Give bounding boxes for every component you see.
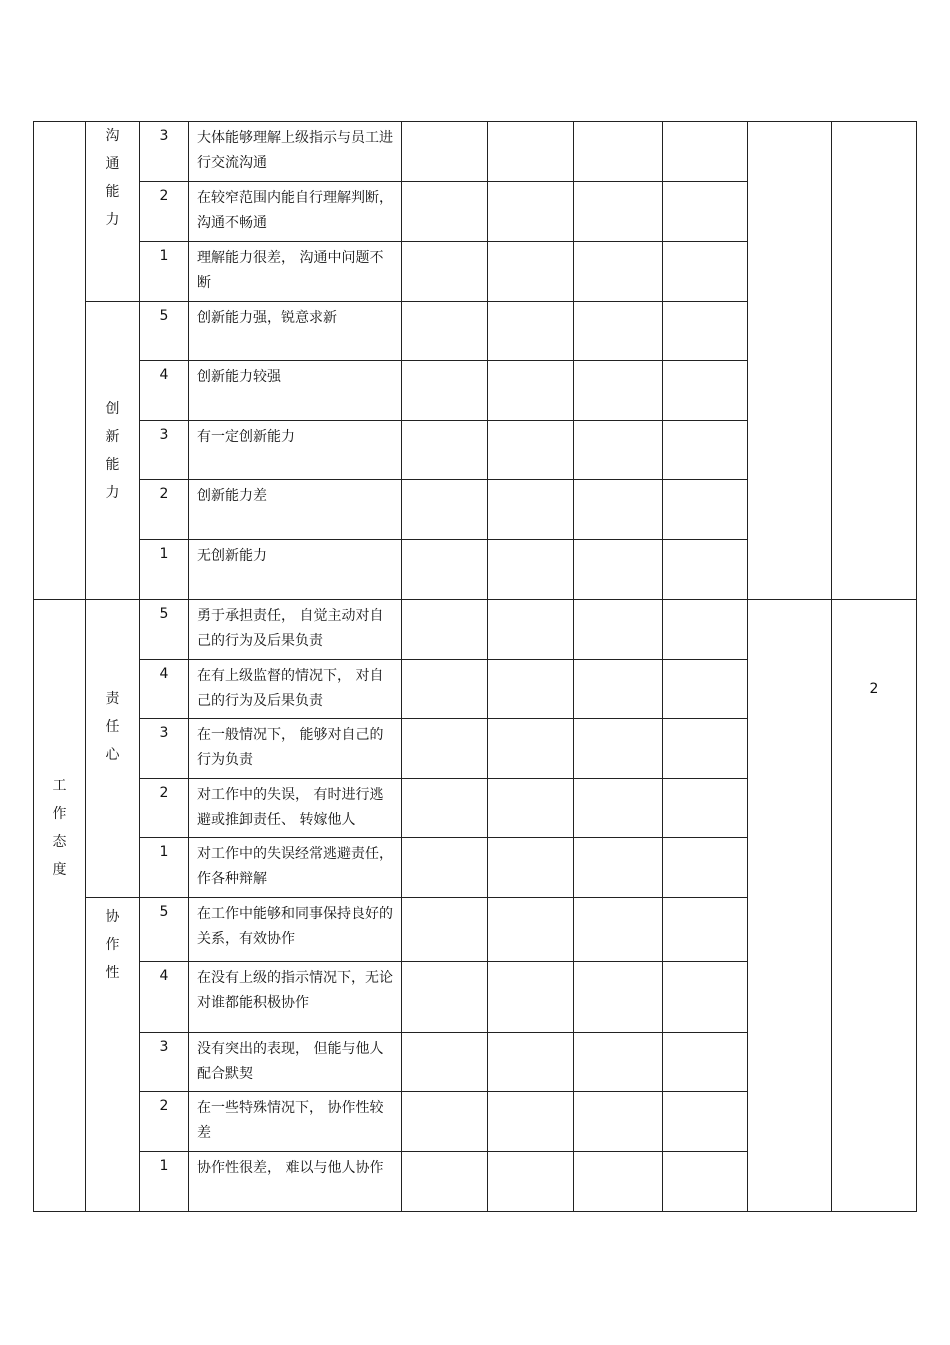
description-cell (189, 660, 402, 719)
rating-cell (574, 480, 663, 540)
rating-cell (488, 361, 574, 421)
rating-cell (574, 719, 663, 779)
score-cell (140, 1033, 189, 1092)
description-text: 创新能力强，锐意求新 (197, 310, 337, 326)
description-cell (189, 242, 402, 302)
rating-cell (574, 838, 663, 898)
rating-cell (663, 779, 748, 838)
description-text: 在有上级监督的情况下， 对自己的行为及后果负责 (197, 668, 384, 709)
score-cell (140, 421, 189, 480)
description-text: 对工作中的失误， 有时进行逃避或推卸责任、 转嫁他人 (197, 787, 384, 828)
evaluation-table (33, 121, 917, 1212)
subcategory-cell (86, 122, 140, 302)
score-value: 1 (159, 1158, 169, 1174)
rating-cell (663, 1033, 748, 1092)
table-row (34, 600, 917, 660)
category-label: 工作态度 (52, 777, 67, 878)
score-cell (140, 600, 189, 660)
rating-cell (663, 540, 748, 600)
rating-cell (574, 242, 663, 302)
rating-cell (574, 182, 663, 242)
score-value: 1 (159, 248, 169, 264)
merged-blank-cell (748, 122, 832, 600)
description-cell (189, 1092, 402, 1152)
rating-cell (663, 898, 748, 962)
description-cell (189, 779, 402, 838)
rating-cell (488, 898, 574, 962)
rating-cell (574, 1152, 663, 1212)
table-row (34, 122, 917, 182)
weight-cell-empty (832, 122, 917, 600)
rating-cell (402, 962, 488, 1033)
description-cell (189, 838, 402, 898)
rating-cell (402, 1152, 488, 1212)
score-value: 2 (159, 785, 169, 801)
score-value: 4 (159, 968, 169, 984)
rating-cell (488, 540, 574, 600)
rating-cell (574, 1033, 663, 1092)
rating-cell (663, 122, 748, 182)
score-cell (140, 540, 189, 600)
score-value: 2 (159, 188, 169, 204)
rating-cell (574, 1092, 663, 1152)
rating-cell (488, 122, 574, 182)
description-text: 在较窄范围内能自行理解判断，沟通不畅通 (197, 190, 393, 231)
description-text: 对工作中的失误经常逃避责任，作各种辩解 (197, 846, 393, 887)
description-cell (189, 540, 402, 600)
subcategory-cell (86, 600, 140, 898)
description-cell (189, 302, 402, 361)
score-value: 5 (159, 308, 169, 324)
rating-cell (402, 600, 488, 660)
merged-blank-cell (748, 600, 832, 1212)
rating-cell (663, 361, 748, 421)
rating-cell (488, 660, 574, 719)
rating-cell (488, 962, 574, 1033)
score-value: 3 (159, 427, 169, 443)
weight-cell (832, 600, 917, 1212)
score-value: 1 (159, 844, 169, 860)
score-cell (140, 660, 189, 719)
score-value: 3 (159, 1039, 169, 1055)
rating-cell (663, 600, 748, 660)
description-text: 在一般情况下， 能够对自己的行为负责 (197, 727, 384, 768)
rating-cell (402, 361, 488, 421)
rating-cell (402, 302, 488, 361)
description-text: 没有突出的表现， 但能与他人配合默契 (197, 1041, 384, 1082)
description-cell (189, 480, 402, 540)
description-text: 创新能力差 (197, 488, 267, 504)
rating-cell (574, 302, 663, 361)
score-cell (140, 361, 189, 421)
score-cell (140, 779, 189, 838)
score-cell (140, 1092, 189, 1152)
score-value: 4 (159, 367, 169, 383)
score-value: 1 (159, 546, 169, 562)
description-text: 有一定创新能力 (197, 429, 295, 445)
rating-cell (663, 302, 748, 361)
subcategory-cell (86, 898, 140, 1212)
description-text: 在工作中能够和同事保持良好的关系，有效协作 (197, 906, 393, 947)
description-cell (189, 898, 402, 962)
score-cell (140, 302, 189, 361)
rating-cell (663, 242, 748, 302)
rating-cell (663, 1092, 748, 1152)
rating-cell (663, 421, 748, 480)
rating-cell (574, 660, 663, 719)
score-value: 4 (159, 666, 169, 682)
score-value: 5 (159, 606, 169, 622)
description-cell (189, 600, 402, 660)
score-cell (140, 480, 189, 540)
description-cell (189, 1033, 402, 1092)
rating-cell (402, 838, 488, 898)
rating-cell (488, 1033, 574, 1092)
rating-cell (402, 540, 488, 600)
rating-cell (663, 962, 748, 1033)
rating-cell (488, 1092, 574, 1152)
rating-cell (402, 1033, 488, 1092)
score-cell (140, 122, 189, 182)
description-text: 勇于承担责任， 自觉主动对自己的行为及后果负责 (197, 608, 384, 649)
rating-cell (663, 1152, 748, 1212)
description-cell (189, 421, 402, 480)
rating-cell (402, 182, 488, 242)
rating-cell (488, 779, 574, 838)
description-text: 理解能力很差， 沟通中问题不断 (197, 250, 384, 291)
rating-cell (488, 838, 574, 898)
rating-cell (402, 421, 488, 480)
rating-cell (488, 719, 574, 779)
score-cell (140, 242, 189, 302)
rating-cell (574, 122, 663, 182)
description-cell (189, 182, 402, 242)
score-cell (140, 719, 189, 779)
rating-cell (402, 122, 488, 182)
rating-cell (574, 898, 663, 962)
rating-cell (402, 660, 488, 719)
rating-cell (488, 421, 574, 480)
weight-value: 2 (869, 681, 879, 697)
rating-cell (402, 1092, 488, 1152)
rating-cell (402, 242, 488, 302)
rating-cell (574, 361, 663, 421)
description-text: 无创新能力 (197, 548, 267, 564)
description-text: 在没有上级的指示情况下，无论对谁都能积极协作 (197, 970, 393, 1011)
score-value: 3 (159, 128, 169, 144)
rating-cell (663, 182, 748, 242)
score-cell (140, 1152, 189, 1212)
rating-cell (488, 1152, 574, 1212)
category-cell (34, 600, 86, 1212)
category-cell-empty (34, 122, 86, 600)
score-value: 5 (159, 904, 169, 920)
rating-cell (488, 242, 574, 302)
score-cell (140, 898, 189, 962)
rating-cell (574, 421, 663, 480)
description-cell (189, 719, 402, 779)
rating-cell (663, 480, 748, 540)
rating-cell (663, 838, 748, 898)
score-cell (140, 838, 189, 898)
score-cell (140, 182, 189, 242)
description-cell (189, 361, 402, 421)
rating-cell (574, 779, 663, 838)
rating-cell (402, 480, 488, 540)
description-text: 协作性很差， 难以与他人协作 (197, 1160, 384, 1176)
subcategory-label: 协作性 (105, 908, 120, 981)
score-value: 2 (159, 486, 169, 502)
subcategory-label: 责任心 (105, 690, 120, 763)
description-cell (189, 1152, 402, 1212)
score-cell (140, 962, 189, 1033)
subcategory-label: 沟通能力 (105, 128, 120, 228)
rating-cell (402, 779, 488, 838)
rating-cell (574, 540, 663, 600)
score-value: 3 (159, 725, 169, 741)
rating-cell (488, 600, 574, 660)
description-text: 在一些特殊情况下， 协作性较差 (197, 1100, 384, 1141)
description-text: 大体能够理解上级指示与员工进行交流沟通 (197, 130, 393, 171)
rating-cell (488, 182, 574, 242)
description-cell (189, 962, 402, 1033)
subcategory-cell (86, 302, 140, 600)
rating-cell (488, 302, 574, 361)
rating-cell (663, 660, 748, 719)
rating-cell (402, 719, 488, 779)
rating-cell (574, 600, 663, 660)
rating-cell (574, 962, 663, 1033)
subcategory-label: 创新能力 (105, 400, 120, 501)
score-value: 2 (159, 1098, 169, 1114)
description-cell (189, 122, 402, 182)
description-text: 创新能力较强 (197, 369, 281, 385)
rating-cell (663, 719, 748, 779)
rating-cell (488, 480, 574, 540)
rating-cell (402, 898, 488, 962)
